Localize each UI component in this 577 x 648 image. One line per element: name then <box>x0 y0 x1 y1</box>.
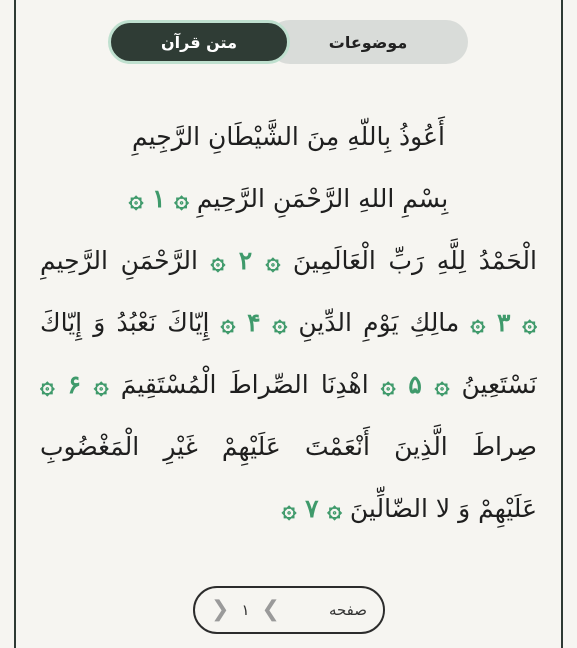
pager-controls <box>211 599 280 621</box>
verse-text: إِيّاكَ نَعْبُدُ وَ إِيّاكَ <box>40 308 210 337</box>
verse-line: صِراطَ الَّذِينَ أَنْعَمْتَ عَلَيْهِمْ غَيْرِ الْمَغْضُوبِ <box>40 432 537 461</box>
verse-text: عَلَيْهِمْ وَ لا الضّالِّينَ <box>349 494 537 523</box>
verse-text: الرَّحْمَنِ الرَّحِيمِ <box>40 246 198 275</box>
tab-quran-text[interactable]: متن قرآن <box>108 20 290 64</box>
verse-line <box>40 230 537 292</box>
verse-number-marker: ۞ ۵ ۞ <box>380 370 450 399</box>
verse-number-marker: ۞ ۲ ۞ <box>210 246 281 275</box>
verse-number-marker: ۞ ۱ ۞ <box>128 184 189 213</box>
page-selector <box>193 586 385 634</box>
verse-line <box>40 478 537 540</box>
quran-text <box>40 106 537 540</box>
verse-number-marker: ۞ ۴ ۞ <box>220 308 288 337</box>
page-frame-left <box>14 0 16 648</box>
verse-text: مالِكِ يَوْمِ الدِّينِ <box>298 308 460 337</box>
verse-number-marker: ۞ ۷ ۞ <box>281 494 342 523</box>
verse-number-marker: ۞ ۳ ۞ <box>470 308 537 337</box>
verse-line <box>40 292 537 354</box>
verse-text: اهْدِنَا الصِّراطَ الْمُسْتَقِيمَ <box>120 370 369 399</box>
tab-topics[interactable]: موضوعات <box>268 20 468 64</box>
verse-line <box>40 354 537 416</box>
page-frame-right <box>561 0 563 648</box>
verse-text: الْحَمْدُ لِلَّهِ رَبِّ الْعَالَمِينَ <box>292 246 537 275</box>
chevron-left-icon[interactable]: ❮ <box>211 597 230 622</box>
verse-number-marker: ۞ ۶ ۞ <box>40 370 109 399</box>
tab-bar <box>108 20 468 64</box>
chevron-right-icon[interactable]: ❯ <box>261 597 280 622</box>
verse-line <box>40 168 537 230</box>
page-label: صفحه <box>328 601 367 619</box>
verse-text: بِسْمِ اللهِ الرَّحْمَنِ الرَّحِيمِ <box>196 184 449 213</box>
isti-adha-line: أَعُوذُ بِاللّهِ مِنَ الشَّيْطَانِ الرَّجِيمِ <box>132 122 445 151</box>
verse-text: نَسْتَعِينُ <box>461 370 537 399</box>
page-number: ۱ <box>241 601 250 619</box>
